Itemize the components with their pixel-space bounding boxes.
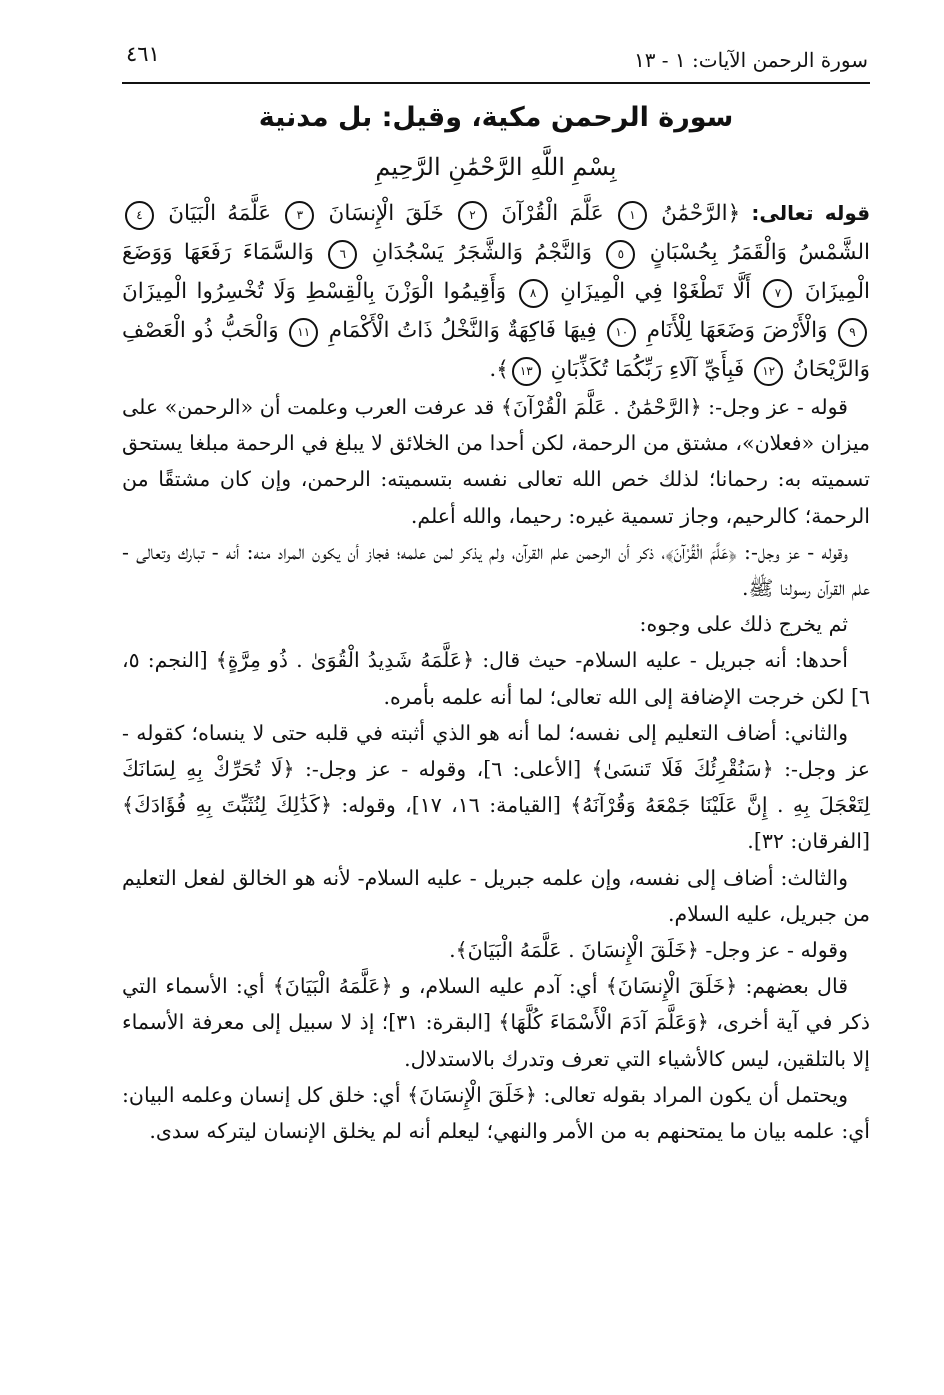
- ayah-number-marker: ٦: [328, 240, 357, 269]
- ayah-text: أَلَّا تَطْغَوْا فِي الْمِيزَانِ: [560, 279, 752, 304]
- ayah-text: وَالنَّجْمُ وَالشَّجَرُ يَسْجُدَانِ: [371, 240, 592, 265]
- ayah-text: ﴿الرَّحْمَٰنُ: [661, 201, 741, 226]
- surah-title: سورة الرحمن مكية، وقيل: بل مدنية: [258, 102, 734, 133]
- commentary-paragraph: وقوله - عز وجل- ﴿خَلَقَ الْإِنسَانَ . عَلَّمَهُ الْبَيَانَ﴾.: [449, 938, 848, 963]
- commentary-paragraph: ويحتمل أن يكون المراد بقوله تعالى: ﴿خَلَقَ الْإِنسَانَ﴾ أي: خلق كل إنسان وعلمه البيان: أي: علمه بيان ما يمتحنهم به من الأمر والنهي؛ ليعلم أنه لم يخلق الإنسان ليتركه سدى.: [122, 1082, 870, 1144]
- ayah-text: خَلَقَ الْإِنسَانَ: [328, 201, 444, 226]
- ayah-text: وَالْحَبُّ ذُو الْعَصْفِ وَالرَّيْحَانُ: [122, 318, 870, 382]
- running-header: [122, 30, 870, 84]
- quran-verses-block: [122, 194, 870, 389]
- ayah-text: فِيهَا فَاكِهَةٌ وَالنَّخْلُ ذَاتُ الْأَكْمَامِ: [328, 318, 597, 343]
- commentary-paragraph: ثم يخرج ذلك على وجوه:: [639, 612, 848, 637]
- ayah-number-marker: ٢: [458, 201, 487, 230]
- ayah-text: فَبِأَيِّ آلَاءِ رَبِّكُمَا تُكَذِّبَانِ: [550, 357, 745, 382]
- ayah-number-marker: ٩: [838, 318, 867, 347]
- ayah-text: عَلَّمَ الْقُرْآنَ: [501, 201, 604, 226]
- verses-closing: ﴾.: [489, 357, 509, 382]
- ayah-number-marker: ٥: [606, 240, 635, 269]
- ayah-number-marker: ٣: [285, 201, 314, 230]
- commentary-paragraph: والثاني: أضاف التعليم إلى نفسه؛ لما أنه هو الذي أثبته في قلبه حتى لا ينساه؛ كقوله - عز وجل-: ﴿سَنُقْرِئُكَ فَلَا تَنسَىٰ﴾ [الأعلى: ٦]، وقوله - عز وجل-: ﴿لَا تُحَرِّكْ بِهِ لِسَانَكَ لِتَعْجَلَ بِهِ . إِنَّ عَلَيْنَا جَمْعَهُ وَقُرْآنَهُ﴾ [القيامة: ١٦، ١٧]، وقوله: ﴿كَذَٰلِكَ لِنُثَبِّتَ بِهِ فُؤَادَكَ﴾ [الفرقان: ٣٢].: [122, 720, 870, 854]
- book-page: [122, 30, 870, 1149]
- ayah-text: الشَّمْسُ وَالْقَمَرُ بِحُسْبَانٍ: [649, 240, 870, 265]
- ayah-number-marker: ٤: [125, 201, 154, 230]
- ayah-text: وَأَقِيمُوا الْوَزْنَ بِالْقِسْطِ وَلَا تُخْسِرُوا الْمِيزَانَ: [122, 279, 507, 304]
- ayah-number-marker: ٨: [519, 279, 548, 308]
- ayah-number-marker: ١٠: [607, 318, 636, 347]
- commentary-paragraph: والثالث: أضاف إلى نفسه، وإن علمه جبريل - عليه السلام- لأنه هو الخالق لفعل التعليم من جبريل، عليه السلام.: [122, 865, 870, 926]
- ayah-number-marker: ٧: [763, 279, 792, 308]
- commentary-paragraph: قال بعضهم: ﴿خَلَقَ الْإِنسَانَ﴾ أي: آدم عليه السلام، و ﴿عَلَّمَهُ الْبَيَانَ﴾ أي: الأسماء التي ذكر في آية أخرى، ﴿وَعَلَّمَ آدَمَ الْأَسْمَاءَ كُلَّهَا﴾ [البقرة: ٣١]؛ إذ لا سبيل إلى معرفة الأسماء إلا بالتلقين، ليس كالأشياء التي تعرف وتدرك بالاستدلال.: [122, 974, 870, 1071]
- verses-lead: قوله تعالى:: [751, 201, 871, 225]
- ayah-text: عَلَّمَهُ الْبَيَانَ: [168, 201, 272, 226]
- commentary-paragraph: وقوله - عز وجل-: ﴿عَلَّمَ الْقُرْآنَ﴾، ذكر أن الرحمن علم القرآن، ولم يذكر لمن علمه؛ فجاز أن يكون المراد منه: أنه - تبارك وتعالى - علم القرآن رسولنا ﷺ.: [122, 539, 870, 601]
- page-number: ٤٦١: [126, 42, 160, 66]
- ayah-number-marker: ١١: [289, 318, 318, 347]
- ayah-number-marker: ١٢: [754, 357, 783, 386]
- commentary-paragraph: أحدها: أنه جبريل - عليه السلام- حيث قال: ﴿عَلَّمَهُ شَدِيدُ الْقُوَىٰ . ذُو مِرَّةٍ﴾ [النجم: ٥، ٦] لكن خرجت الإضافة إلى الله تعالى؛ لما أنه علمه بأمره.: [122, 648, 870, 709]
- ayah-number-marker: ١٣: [512, 357, 541, 386]
- commentary-text: [122, 389, 870, 1149]
- ayah-text: وَالْأَرْضَ وَضَعَهَا لِلْأَنَامِ: [646, 318, 828, 343]
- basmala: بِسْمِ اللَّهِ الرَّحْمَٰنِ الرَّحِيمِ: [375, 153, 617, 181]
- ayah-text: وَالسَّمَاءَ رَفَعَهَا وَوَضَعَ الْمِيزَانَ: [122, 240, 870, 304]
- header-surah-reference: سورة الرحمن الآيات: ١ - ١٣: [633, 48, 868, 72]
- commentary-paragraph: قوله - عز وجل-: ﴿الرَّحْمَٰنُ . عَلَّمَ الْقُرْآنَ﴾ قد عرفت العرب وعلمت أن «الرحمن» على ميزان «فعلان»، مشتق من الرحمة، لكن أحدا من الخلائق لا يبلغ في الرحمة مبلغا يستحق تسميته به: رحمانا؛ لذلك خص الله تعالى نفسه بتسميته: الرحمن، وإن كان مشتقًا من الرحمة؛ كالرحيم، وجاز تسمية غيره: رحيما، والله أعلم.: [122, 395, 870, 528]
- ayah-number-marker: ١: [618, 201, 647, 230]
